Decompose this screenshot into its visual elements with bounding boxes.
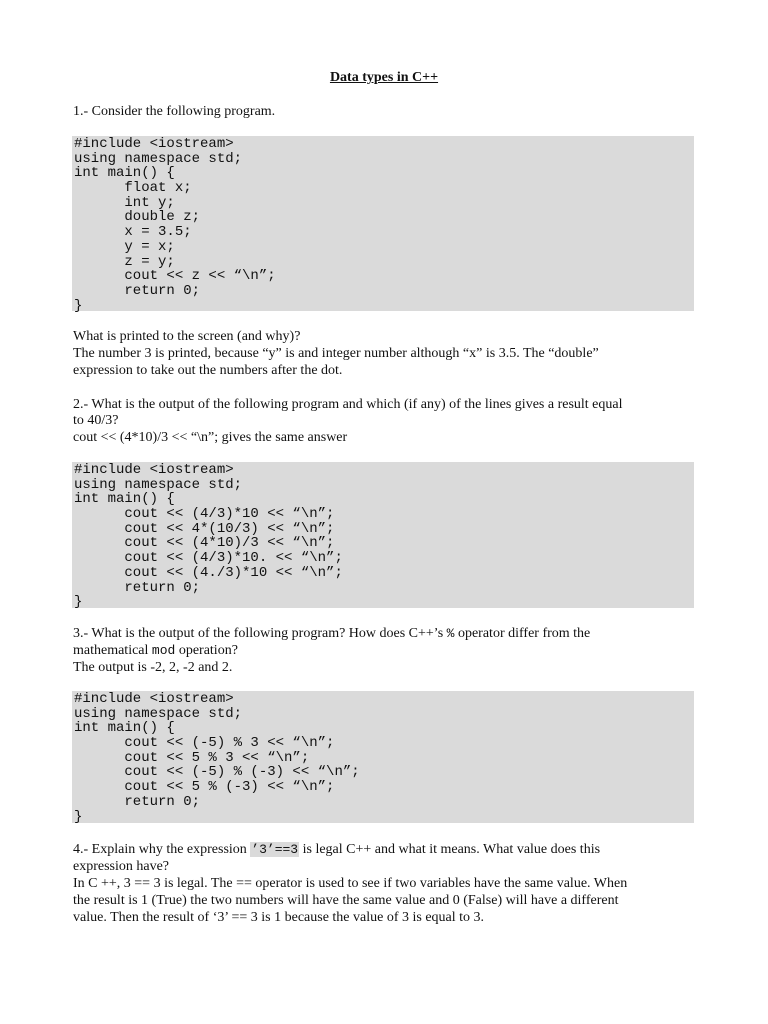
code-line: int y; <box>74 194 175 211</box>
code-line: cout << 4*(10/3) << “\n”; <box>74 520 335 537</box>
q1-question: What is printed to the screen (and why)? <box>73 329 301 344</box>
code-line: int main() { <box>74 720 175 737</box>
q4-expression: ’3’==3 <box>251 842 299 857</box>
q1-prompt: 1.- Consider the following program. <box>73 104 276 119</box>
q2-prompt-line-2: to 40/3? <box>73 413 119 428</box>
code-line: cout << (-5) % 3 << “\n”; <box>74 735 335 752</box>
code-line: double z; <box>74 209 201 226</box>
page-title: Data types in C++ <box>329 70 439 85</box>
q2-answer: cout << (4*10)/3 << “\n”; gives the same answer <box>73 430 348 445</box>
code-line: return 0; <box>74 793 201 810</box>
code-line: cout << z << “\n”; <box>74 268 276 285</box>
code-line: using namespace std; <box>74 150 243 167</box>
q2-prompt-line-1: 2.- What is the output of the following program and which (if any) of the lines gives a result equal <box>73 397 623 412</box>
q3-prompt-line2-part-2: operation? <box>175 643 238 658</box>
q3-percent-operator: % <box>446 626 455 641</box>
q4-answer-line-1: In C ++, 3 == 3 is legal. The == operator is used to see if two variables have the same value. When <box>73 876 628 891</box>
code-line: cout << (4/3)*10 << “\n”; <box>74 506 335 523</box>
q1-answer-line-1: The number 3 is printed, because “y” is and integer number although “x” is 3.5. The “double” <box>73 346 599 361</box>
q1-answer-line-2: expression to take out the numbers after the dot. <box>73 363 343 378</box>
code-line: float x; <box>74 180 192 197</box>
code-line: z = y; <box>74 253 175 270</box>
q3-prompt-part-1: 3.- What is the output of the following program? How does C++’s <box>73 626 447 641</box>
code-line: return 0; <box>74 282 201 299</box>
q3-prompt-line-1 <box>73 625 695 642</box>
q3-prompt-part-2: operator differ from the <box>454 626 591 641</box>
code-line: cout << (-5) % (-3) << “\n”; <box>74 764 360 781</box>
code-line: cout << (4./3)*10 << “\n”; <box>74 564 343 581</box>
code-line: using namespace std; <box>74 705 243 722</box>
code-line: int main() { <box>74 491 175 508</box>
code-line: cout << (4*10)/3 << “\n”; <box>74 535 335 552</box>
q3-code-block <box>72 691 694 823</box>
code-line: return 0; <box>74 579 201 596</box>
q1-code-block <box>72 136 694 314</box>
q4-prompt-line-2: expression have? <box>73 859 170 874</box>
q3-answer: The output is -2, 2, -2 and 2. <box>73 660 233 675</box>
code-line: cout << 5 % (-3) << “\n”; <box>74 779 335 796</box>
q3-prompt-line2-part-1: mathematical <box>73 643 152 658</box>
code-line: #include <iostream> <box>74 691 234 707</box>
code-line: cout << 5 % 3 << “\n”; <box>74 749 310 766</box>
code-line: y = x; <box>74 238 175 255</box>
q4-answer-line-2: the result is 1 (True) the two numbers will have the same value and 0 (False) will have a different <box>73 893 619 908</box>
code-line: } <box>74 594 83 611</box>
q3-mod-word: mod <box>151 643 176 658</box>
code-line: #include <iostream> <box>74 136 234 152</box>
q3-prompt-line-2 <box>73 642 695 659</box>
code-line: #include <iostream> <box>74 462 234 478</box>
code-line: int main() { <box>74 165 175 182</box>
q4-prompt-line-1 <box>73 841 695 858</box>
q4-answer-line-3: value. Then the result of ‘3’ == 3 is 1 because the value of 3 is equal to 3. <box>73 910 485 925</box>
code-line: } <box>74 297 83 314</box>
code-line: } <box>74 808 83 825</box>
q2-code-block <box>72 462 694 611</box>
q4-prompt-part-2: is legal C++ and what it means. What value does this <box>299 842 601 857</box>
code-line: using namespace std; <box>74 476 243 493</box>
code-line: cout << (4/3)*10. << “\n”; <box>74 550 343 567</box>
q4-prompt-part-1: 4.- Explain why the expression <box>73 842 251 857</box>
code-line: x = 3.5; <box>74 224 192 241</box>
